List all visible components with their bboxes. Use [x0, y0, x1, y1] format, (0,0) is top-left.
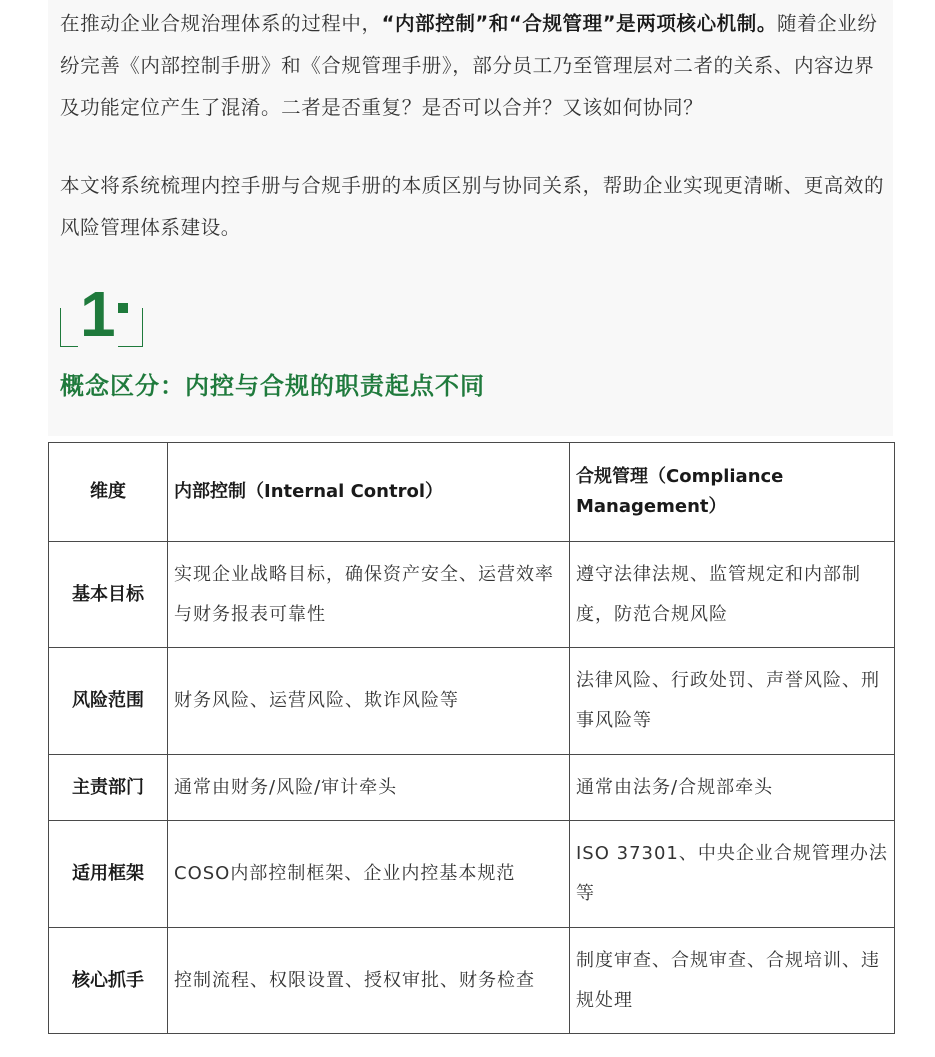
header-compliance: 合规管理（Compliance Management）	[570, 443, 895, 542]
intro-p1-tail: 随着企业纷纷完善《内部控制手册》和《合规管理手册》，部分员工乃至管理层对二者的关系、内容边界及功能定位产生了混淆。二者是否重复？是否可以合并？又该如何协同？	[60, 12, 878, 119]
row-label-risk-scope: 风险范围	[49, 648, 168, 755]
cell-internal-control: 财务风险、运营风险、欺诈风险等	[168, 648, 570, 755]
cell-compliance: 制度审查、合规审查、合规培训、违规处理	[570, 928, 895, 1034]
row-label-framework: 适用框架	[49, 821, 168, 928]
comparison-table	[48, 442, 895, 1034]
cell-compliance: 通常由法务/合规部牵头	[570, 755, 895, 821]
table-header-row	[49, 443, 895, 542]
section-title: 概念区分：内控与合规的职责起点不同	[60, 372, 485, 400]
cell-compliance: 遵守法律法规、监管规定和内部制度，防范合规风险	[570, 542, 895, 648]
intro-paragraph-1	[60, 3, 890, 129]
cell-internal-control: 通常由财务/风险/审计牵头	[168, 755, 570, 821]
header-internal-control: 内部控制（Internal Control）	[168, 443, 570, 542]
row-label-basic-goal: 基本目标	[49, 542, 168, 648]
table-row	[49, 648, 895, 755]
table-row	[49, 542, 895, 648]
intro-paragraph-2: 本文将系统梳理内控手册与合规手册的本质区别与协同关系，帮助企业实现更清晰、更高效的风险管理体系建设。	[60, 174, 885, 239]
cell-compliance: 法律风险、行政处罚、声誉风险、刑事风险等	[570, 648, 895, 755]
header-dimension: 维度	[49, 443, 168, 542]
cell-compliance: ISO 37301、中央企业合规管理办法等	[570, 821, 895, 928]
number-dot-icon	[118, 303, 128, 313]
cell-internal-control: 实现企业战略目标，确保资产安全、运营效率与财务报表可靠性	[168, 542, 570, 648]
intro-p1-bold: “内部控制”和“合规管理”是两项核心机制。	[381, 12, 777, 35]
row-label-core-levers: 核心抓手	[49, 928, 168, 1034]
intro-p1-lead: 在推动企业合规治理体系的过程中，	[60, 12, 382, 35]
table-row	[49, 928, 895, 1034]
table-row	[49, 821, 895, 928]
cell-internal-control: 控制流程、权限设置、授权审批、财务检查	[168, 928, 570, 1034]
cell-internal-control: COSO内部控制框架、企业内控基本规范	[168, 821, 570, 928]
section-number: 1	[80, 278, 116, 350]
row-label-lead-department: 主责部门	[49, 755, 168, 821]
table-row	[49, 755, 895, 821]
section-number-badge	[60, 278, 144, 350]
